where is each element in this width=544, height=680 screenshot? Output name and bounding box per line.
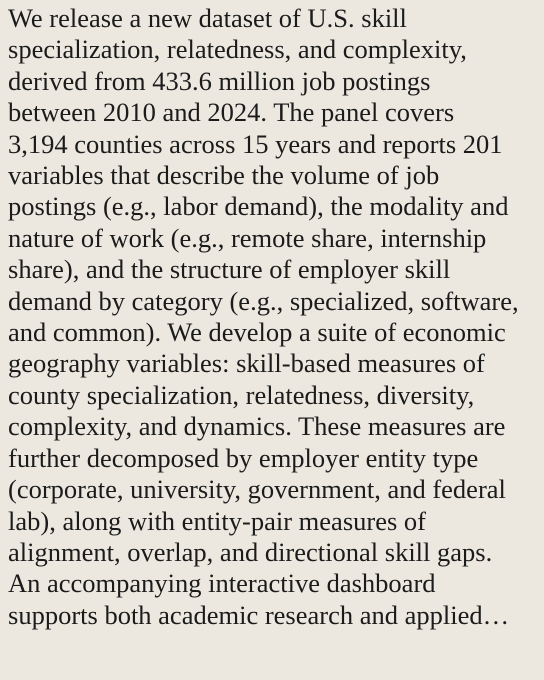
abstract-text <box>8 3 544 631</box>
abstract-line: lab), along with entity-pair measures of <box>8 505 426 536</box>
abstract-line: between 2010 and 2024. The panel covers <box>8 97 455 128</box>
abstract-line: supports both academic research and applied… <box>8 599 510 630</box>
abstract-line: specialization, relatedness, and complexity, <box>8 34 467 65</box>
abstract-line: 3,194 counties across 15 years and reports 201 <box>8 128 503 159</box>
abstract-line: demand by category (e.g., specialized, software, <box>8 285 519 316</box>
abstract-line: complexity, and dynamics. These measures are <box>8 411 506 442</box>
abstract-line: county specialization, relatedness, diversity, <box>8 379 475 410</box>
abstract-line: derived from 433.6 million job postings <box>8 65 431 96</box>
abstract-line: share), and the structure of employer skill <box>8 254 451 285</box>
abstract-line: We release a new dataset of U.S. skill <box>8 3 407 33</box>
abstract-line: alignment, overlap, and directional skill gaps. <box>8 536 493 567</box>
abstract-line: nature of work (e.g., remote share, internship <box>8 222 487 253</box>
abstract-line: and common). We develop a suite of economic <box>8 317 506 348</box>
abstract-line: (corporate, university, government, and federal <box>8 474 506 505</box>
abstract-line: further decomposed by employer entity type <box>8 442 479 473</box>
abstract-line: variables that describe the volume of job <box>8 160 440 191</box>
abstract-line: geography variables: skill-based measures of <box>8 348 485 379</box>
abstract-line: postings (e.g., labor demand), the modality and <box>8 191 509 222</box>
abstract-line: An accompanying interactive dashboard <box>8 568 436 599</box>
